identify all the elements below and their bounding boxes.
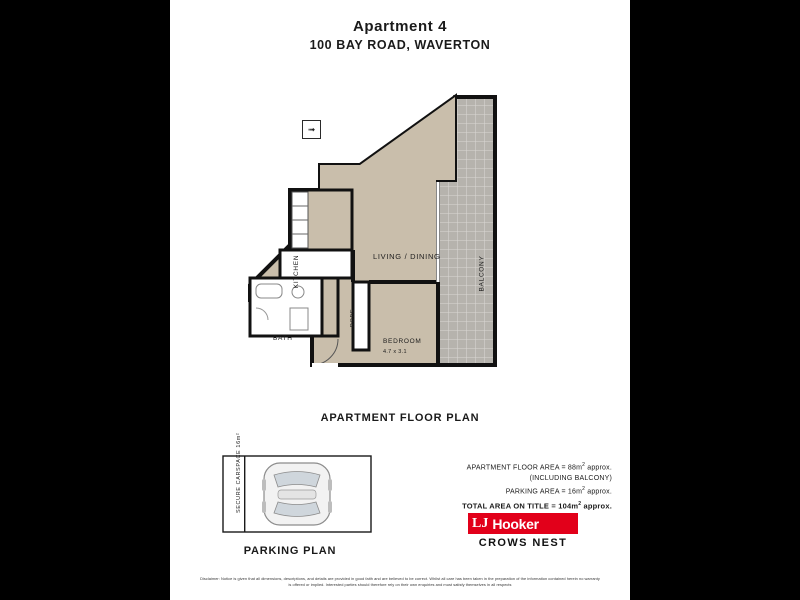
room-label-kitchen: KITCHEN bbox=[293, 254, 301, 289]
parking-plan-caption: PARKING PLAN bbox=[243, 545, 337, 557]
floorplan-sheet bbox=[170, 0, 630, 600]
total-area-on-title: TOTAL AREA ON TITLE = $104m^2$ approx. bbox=[462, 500, 612, 511]
apartment-title: Apartment 4 bbox=[352, 18, 448, 35]
apartment-floor-plan-drawing bbox=[170, 70, 630, 400]
parking-area: PARKING AREA = $16m^2$ approx. bbox=[505, 486, 612, 496]
area-notes bbox=[382, 460, 612, 511]
logo-lj-mark: LJ bbox=[472, 515, 489, 531]
room-label-bath: BATH bbox=[273, 335, 293, 342]
north-arrow-icon: ➟ bbox=[302, 120, 321, 139]
logo-brand-name: Hooker bbox=[492, 515, 539, 532]
agency-logo bbox=[468, 513, 578, 549]
carspace-label: SECURE CARSPACE 16m² bbox=[236, 432, 242, 513]
room-dimensions-bedroom: 4.7 x 3.1 bbox=[383, 349, 407, 355]
room-label-robe: ROBE bbox=[350, 308, 357, 328]
room-label-living-dining: LIVING / DINING bbox=[373, 252, 441, 261]
disclaimer-text: Disclaimer: Notice is given that all dimensions, descriptions, and details are provided in good faith and are believed to be correct. Whilst all care has been taken in the preparation of the information contained herein no warranty is offered or implied. Interested parties should therefore rely on their own enquiries and must satisfy themselves in all respects bbox=[200, 576, 600, 587]
apartment-address: 100 BAY ROAD, WAVERTON bbox=[309, 38, 491, 52]
logo-office-name: CROWS NEST bbox=[478, 537, 568, 549]
room-label-bedroom: BEDROOM bbox=[383, 338, 422, 345]
parking-plan-drawing bbox=[222, 432, 372, 533]
page-title bbox=[170, 18, 630, 52]
room-label-balcony: BALCONY bbox=[478, 255, 486, 292]
apartment-floor-area: APARTMENT FLOOR AREA = $88m^2$ approx. bbox=[466, 462, 612, 472]
logo-bar bbox=[468, 513, 578, 534]
including-balcony-note: (INCLUDING BALCONY) bbox=[529, 475, 612, 483]
floor-plan-caption: APARTMENT FLOOR PLAN bbox=[320, 412, 480, 424]
